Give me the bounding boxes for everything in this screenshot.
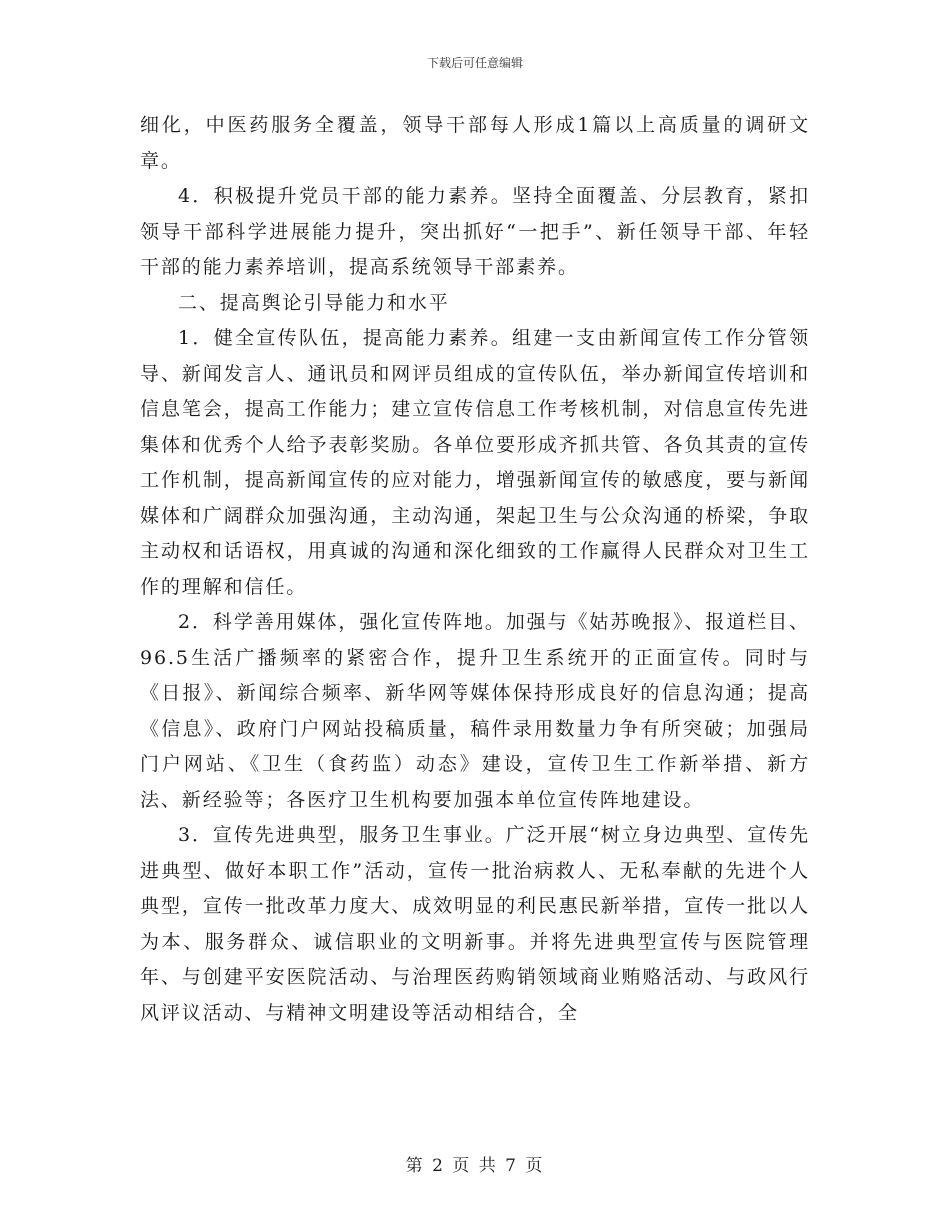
paragraph-item-3: 3．宣传先进典型，服务卫生事业。广泛开展“树立身边典型、宣传先进典型、做好本职工作”活动，宣传一批治病救人、无私奉献的先进个人典型，宣传一批改革力度大、成效明显的利民惠民新举措，宣传一批以人为本、服务群众、诚信职业的文明新事。并将先进典型宣传与医院管理年、与创建平安医院活动、与治理医药购销领域商业贿赂活动、与政风行风评议活动、与精神文明建设等活动相结合，全 xyxy=(140,824,810,1024)
paragraph-item-4: 4．积极提升党员干部的能力素养。坚持全面覆盖、分层教育，紧扣领导干部科学进展能力提升，突出抓好“一把手”、新任领导干部、年轻干部的能力素养培训，提高系统领导干部素养。 xyxy=(140,185,810,278)
page-number: 第 2 页 共 7 页 xyxy=(405,1156,545,1176)
page-header: 下载后可任意编辑 xyxy=(426,56,523,70)
document-body xyxy=(140,108,810,1031)
paragraph-continuation: 细化，中医药服务全覆盖，领导干部每人形成1篇以上高质量的调研文章。 xyxy=(140,114,810,172)
paragraph-item-2: 2．科学善用媒体，强化宣传阵地。加强与《姑苏晚报》、报道栏目、96.5生活广播频率的紧密合作，提升卫生系统开的正面宣传。同时与《日报》、新闻综合频率、新华网等媒体保持形成良好的信息沟通；提高《信息》、政府门户网站投稿质量，稿件录用数量力争有所突破；加强局门户网站、《卫生（食药监）动态》建设，宣传卫生工作新举措、新方法、新经验等；各医疗卫生机构要加强本单位宣传阵地建设。 xyxy=(140,611,810,811)
section-heading: 二、提高舆论引导能力和水平 xyxy=(178,291,450,314)
paragraph-item-1: 1．健全宣传队伍，提高能力素养。组建一支由新闻宣传工作分管领导、新闻发言人、通讯员和网评员组成的宣传队伍，举办新闻宣传培训和信息笔会，提高工作能力；建立宣传信息工作考核机制，对信息宣传先进集体和优秀个人给予表彰奖励。各单位要形成齐抓共管、各负其责的宣传工作机制，提高新闻宣传的应对能力，增强新闻宣传的敏感度，要与新闻媒体和广阔群众加强沟通，主动沟通，架起卫生与公众沟通的桥梁，争取主动权和话语权，用真诚的沟通和深化细致的工作赢得人民群众对卫生工作的理解和信任。 xyxy=(140,327,810,598)
